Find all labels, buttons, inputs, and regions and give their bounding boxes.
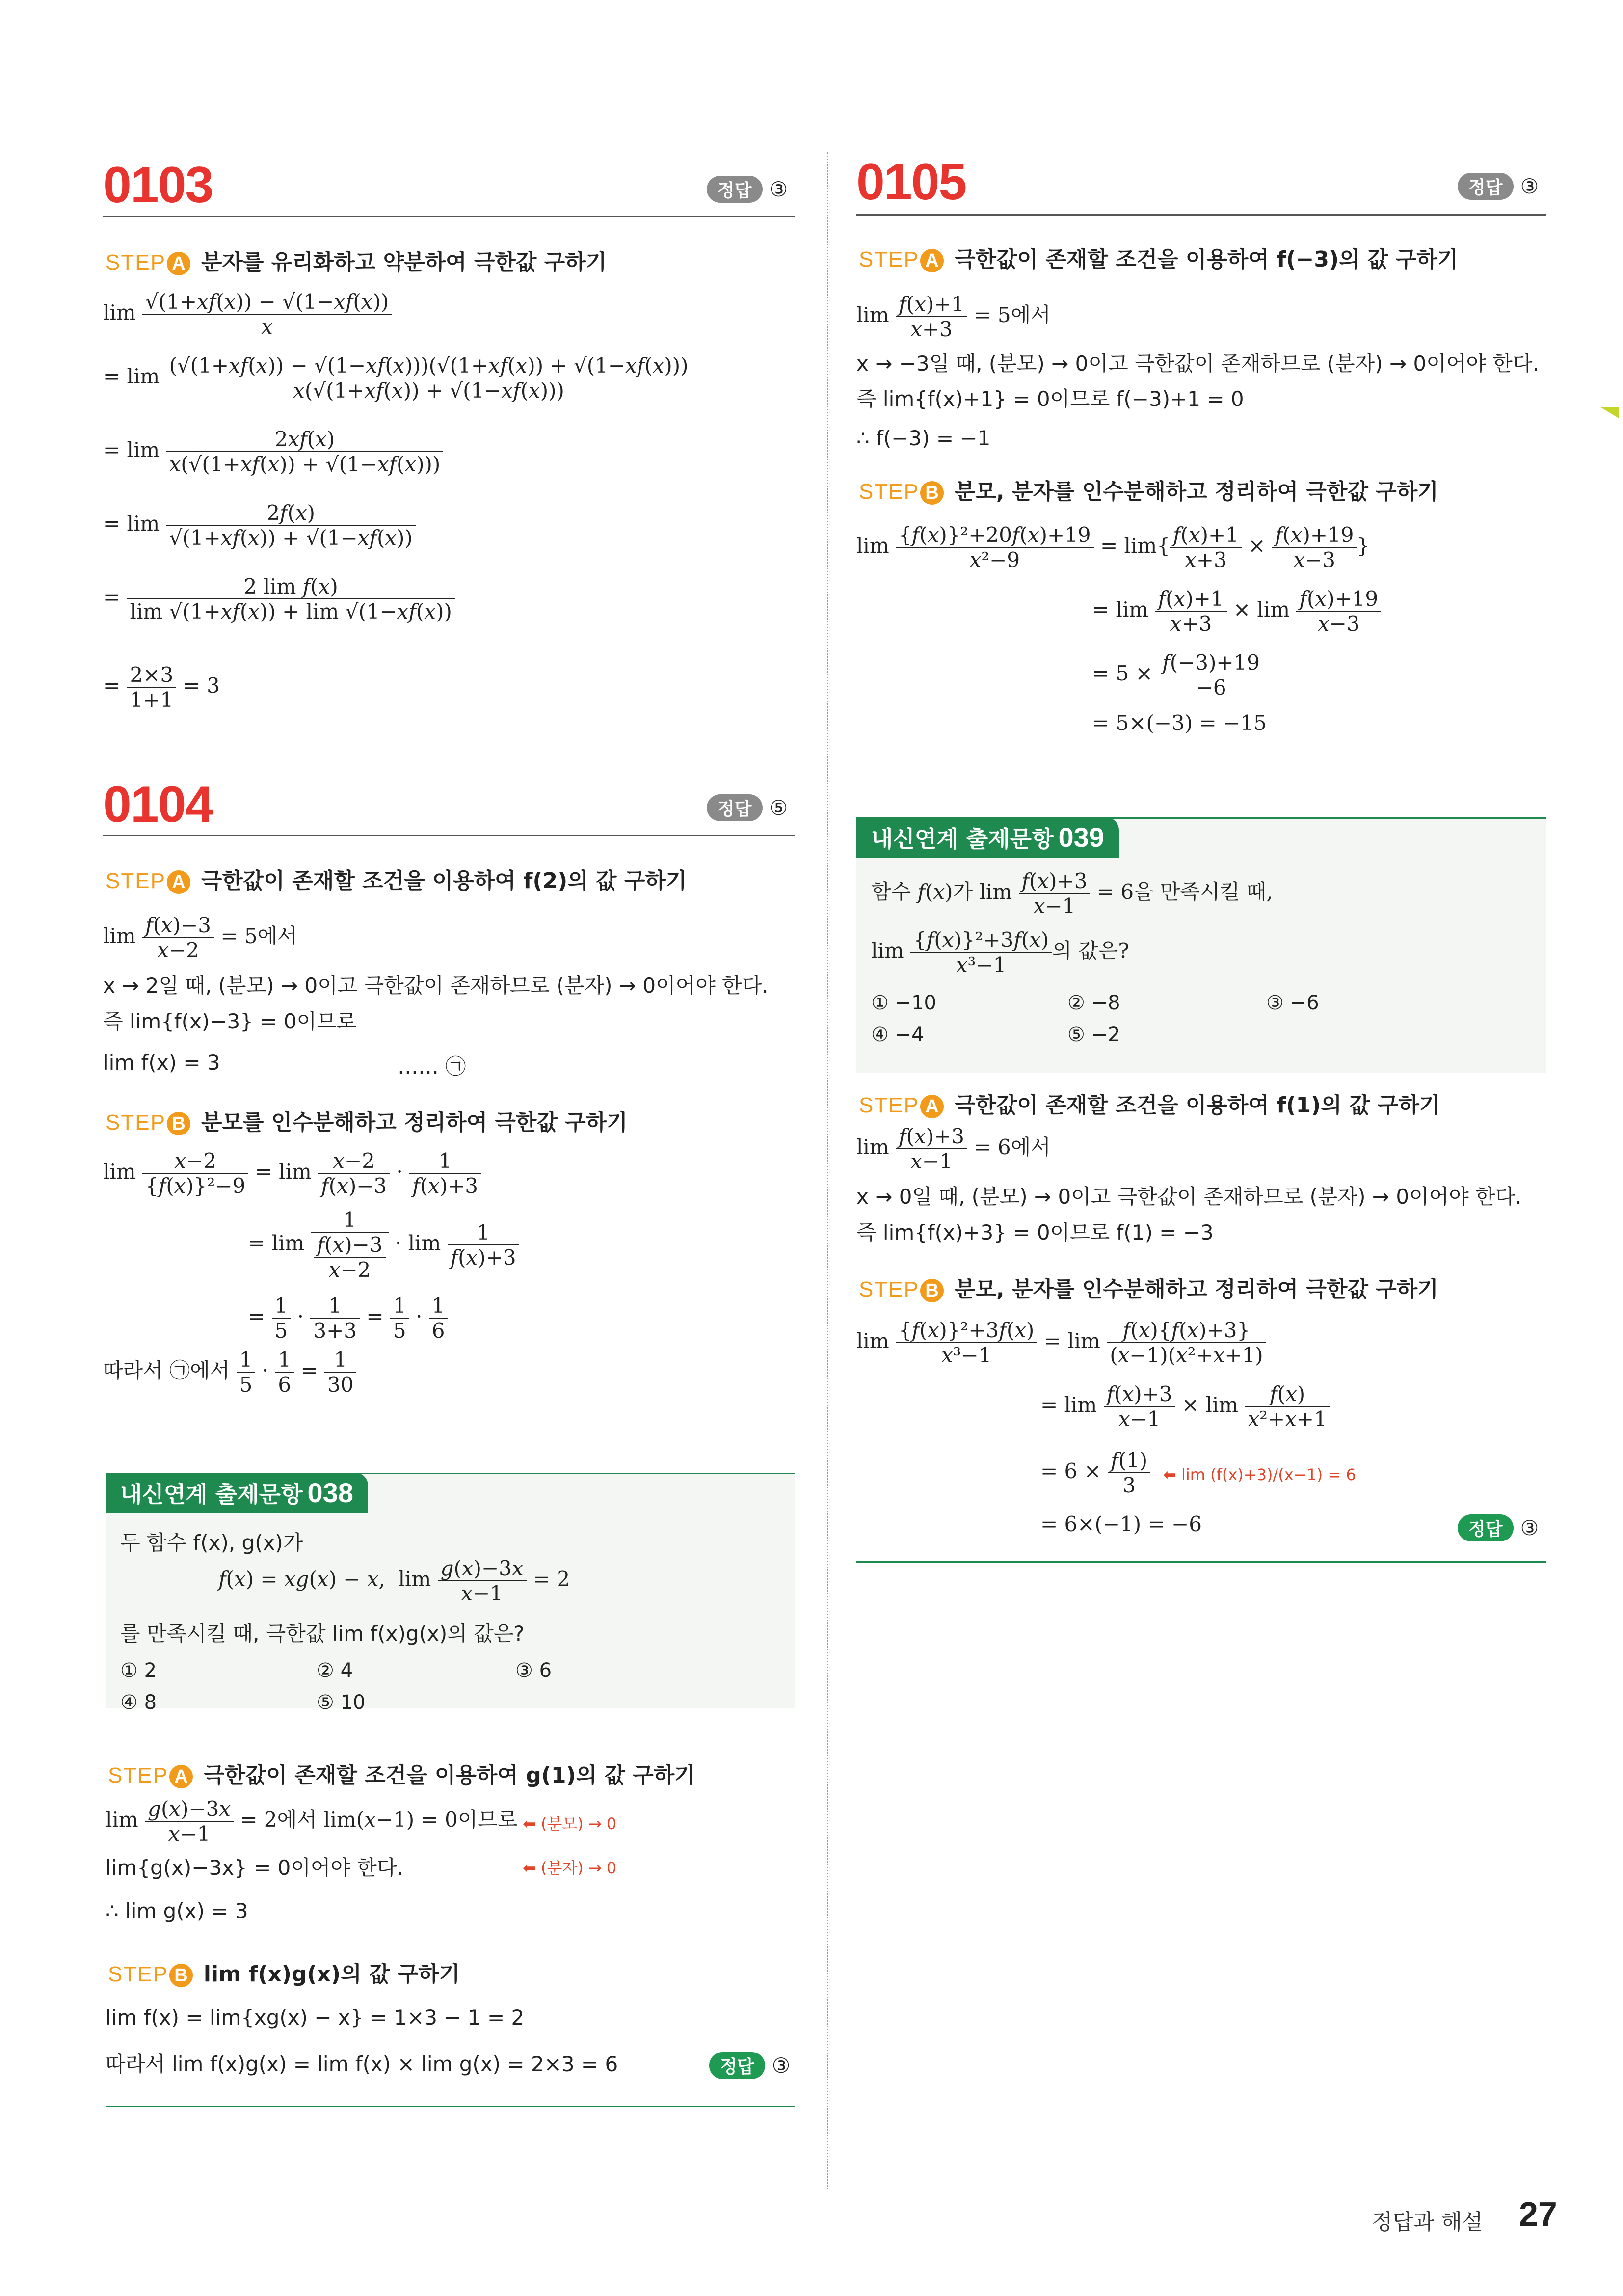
choice-039-5[interactable]: ⑤ −2 [1067, 1024, 1120, 1046]
math-line-039-b1: lim $\frac{\text{\{f(x)\}²+3f(x)}}{\text{x³−1}}$ = lim $\frac{f(x)\{f(x)+3\}}{\text{(x−1)(x²+x+1)}}$ [856, 1318, 1266, 1367]
answer-value: ③ [1520, 1516, 1539, 1540]
column-divider [827, 152, 828, 2189]
answer-0103 [707, 176, 788, 203]
answer-badge: 정답 [1458, 1514, 1514, 1541]
box-038-q3: 를 만족시킬 때, 극한값 lim f(x)g(x)의 값은? [120, 1621, 525, 1646]
math-line-0103-4: = lim $\frac{2f(x)}{√(1+xf(x)) + √(1-xf(x))}$ [103, 501, 416, 550]
choice-038-1[interactable]: ① 2 [120, 1659, 157, 1682]
note-038-a1: ⬅ (분모) → 0 [523, 1814, 617, 1833]
math-line-039-b2: = lim $\frac{f(x)+3}{x-1}$ × lim $\frac{f(x)}{\text{x²+x+1}}$ [1040, 1382, 1330, 1431]
page-number: 27 [1519, 2195, 1557, 2233]
text-0105-a3: 즉 lim{f(x)+1} = 0이므로 f(−3)+1 = 0 [856, 387, 1244, 411]
note-039-b: ⬅ lim (f(x)+3)/(x−1) = 6 [1163, 1465, 1356, 1484]
choice-039-4[interactable]: ④ −4 [871, 1024, 924, 1046]
choice-039-1[interactable]: ① −10 [871, 992, 936, 1014]
answer-badge: 정답 [709, 2052, 765, 2079]
answer-value: ③ [769, 177, 788, 201]
answer-038 [709, 2052, 790, 2079]
answer-value: ③ [772, 2053, 791, 2078]
math-line-0105-b2: = lim $\frac{f(x)+1}{x+3}$ × lim $\frac{f(x)+19}{x-3}$ [1092, 587, 1381, 636]
step-b-038: STEP B lim f(x)g(x)의 값 구하기 [108, 1962, 460, 1987]
choice-038-4[interactable]: ④ 8 [120, 1691, 157, 1714]
footer-label: 정답과 해설 [1372, 2210, 1483, 2235]
box-039-bottom-rule [856, 1561, 1546, 1563]
answer-badge: 정답 [707, 176, 763, 203]
box-039-q2: lim $\frac{\text{\{f(x)\}²+3f(x)}}{\text{x³−1}}$ 의 값은? [871, 928, 1129, 977]
step-b-039: STEP B 분모, 분자를 인수분해하고 정리하여 극한값 구하기 [859, 1277, 1438, 1302]
math-line-039-a1: lim $\frac{f(x)+3}{x-1}$ = 6에서 [856, 1124, 1051, 1173]
text-038-a3: ∴ lim g(x) = 3 [106, 1899, 248, 1923]
box-038-bottom-rule [106, 2106, 795, 2107]
header-rule [103, 216, 795, 217]
step-a-038: STEP A 극한값이 존재할 조건을 이용하여 g(1)의 값 구하기 [108, 1763, 695, 1788]
problem-number-0104: 0104 [103, 776, 213, 833]
text-0105-a2: x → −3일 때, (분모) → 0이고 극한값이 존재하므로 (분자) → 0이어야 한다. [856, 351, 1539, 376]
text-038-b2: 따라서 lim f(x)g(x) = lim f(x) × lim g(x) = 2×3 = 6 [106, 2052, 618, 2076]
note-038-a2: ⬅ (분자) → 0 [523, 1859, 617, 1877]
text-038-a2: lim{g(x)−3x} = 0이어야 한다. [106, 1856, 403, 1880]
math-line-0103-1: lim $\frac{√(1+xf(x)) - √(1-xf(x))}{x}$ [103, 290, 392, 339]
choice-038-5[interactable]: ⑤ 10 [317, 1691, 366, 1714]
box-038-q2: f(x) = xg(x) − x, lim $\frac{g(x)-3x}{x-1}$ = 2 [218, 1556, 570, 1605]
answer-value: ⑤ [769, 796, 788, 820]
header-rule [103, 835, 795, 836]
step-a-0105: STEP A 극한값이 존재할 조건을 이용하여 f(−3)의 값 구하기 [859, 247, 1459, 272]
math-line-0103-6: = $\frac{2\times 3}{1+1}$ = 3 [103, 663, 220, 712]
box-039-header: 내신연계 출제문항 039 [856, 817, 1119, 858]
math-line-0103-3: = lim $\frac{2xf(x)}{x(√(1+xf(x)) + √(1-xf(x)))}$ [103, 427, 443, 476]
math-line-0105-b4: = 5×(−3) = −15 [1092, 711, 1267, 735]
text-0104-a2: x → 2일 때, (분모) → 0이고 극한값이 존재하므로 (분자) → 0이어야 한다. [103, 973, 769, 998]
step-a-0103: STEP A 분자를 유리화하고 약분하여 극한값 구하기 [106, 250, 607, 275]
box-038-q1: 두 함수 f(x), g(x)가 [120, 1531, 303, 1555]
text-0104-a3: 즉 lim{f(x)−3} = 0이므로 [103, 1009, 357, 1033]
step-b-0104: STEP B 분모를 인수분해하고 정리하여 극한값 구하기 [106, 1110, 628, 1135]
text-039-a2: x → 0일 때, (분모) → 0이고 극한값이 존재하므로 (분자) → 0이어야 한다. [856, 1185, 1522, 1209]
answer-value: ③ [1520, 174, 1539, 198]
marker-0104: …… ㉠ [398, 1054, 466, 1079]
math-line-0104-a1: lim $\frac{f(x)-3}{x-2}$ = 5에서 [103, 913, 297, 962]
math-line-0105-a1: lim $\frac{f(x)+1}{x+3}$ = 5에서 [856, 292, 1051, 341]
choice-038-2[interactable]: ② 4 [317, 1659, 353, 1682]
math-line-039-b3: = 6 × $\frac{f(1)}{3}$ [1040, 1448, 1150, 1497]
math-line-0105-b3: = 5 × $\frac{f(-3)+19}{-6}$ [1092, 650, 1263, 700]
math-line-0104-b3: = $\frac{1}{5}$ · $\frac{1}{3+3}$ = $\frac{1}{5}$ · $\frac{1}{6}$ [248, 1294, 448, 1343]
box-039-q1: 함수 f(x)가 lim $\frac{f(x)+3}{x-1}$ = 6을 만족시킬 때, [871, 869, 1273, 918]
math-line-0103-2: = lim $\frac{(√(1+xf(x)) - √(1-xf(x)))(√(1+xf(x)) + √(1-xf(x)))}{x(√(1+xf(x)) + √(1-xf(x)))}$ [103, 353, 692, 403]
choice-039-3[interactable]: ③ −6 [1266, 992, 1319, 1014]
choice-038-3[interactable]: ③ 6 [515, 1659, 552, 1682]
step-b-0105: STEP B 분모, 분자를 인수분해하고 정리하여 극한값 구하기 [859, 479, 1438, 504]
math-line-039-b4: = 6×(−1) = −6 [1040, 1512, 1202, 1536]
choice-039-2[interactable]: ② −8 [1067, 992, 1120, 1014]
answer-badge: 정답 [1458, 173, 1514, 200]
text-0104-a4: lim f(x) = 3 [103, 1051, 220, 1075]
math-line-0104-b1: lim $\frac{x-2}{\text{\{f(x)\}²−9}}$ = lim $\frac{x-2}{f(x)-3}$ · $\frac{1}{f(x)+3}$ [103, 1149, 481, 1198]
header-rule [856, 214, 1546, 216]
step-a-0104: STEP A 극한값이 존재할 조건을 이용하여 f(2)의 값 구하기 [106, 868, 687, 893]
answer-0104 [707, 794, 788, 821]
problem-number-0105: 0105 [856, 154, 966, 211]
answer-039 [1458, 1514, 1539, 1541]
problem-number-0103: 0103 [103, 157, 213, 214]
math-line-0105-b1: lim $\frac{\text{\{f(x)\}²+20f(x)+19}}{\text{x²−9}}$ = lim{ $\frac{f(x)+1}{x+3}$ × $\frac{f(x)+19}{x-3}$ } [856, 523, 1370, 572]
math-line-038-a1: lim $\frac{g(x)-3x}{x-1}$ = 2에서 lim(x−1) = 0이므로 [106, 1797, 518, 1846]
answer-0105 [1458, 173, 1539, 200]
math-line-0104-b2: = lim $\frac{1}{\frac{f(x)-3}{x-2}}$ · lim $\frac{1}{f(x)+3}$ [248, 1208, 519, 1282]
math-line-0103-5: = $\frac{\text{2 lim f(x)}}{\lim √(1+xf(x)) + \lim √(1-xf(x))}$ [103, 574, 455, 623]
step-a-039: STEP A 극한값이 존재할 조건을 이용하여 f(1)의 값 구하기 [859, 1093, 1440, 1118]
text-038-b1: lim f(x) = lim{xg(x) − x} = 1×3 − 1 = 2 [106, 2005, 525, 2029]
text-039-a3: 즉 lim{f(x)+3} = 0이므로 f(1) = −3 [856, 1220, 1214, 1244]
conclusion-0104: 따라서 ㉠에서 $\frac{1}{5}$ · $\frac{1}{6}$ = $\frac{1}{30}$ [103, 1348, 356, 1397]
text-0105-a4: ∴ f(−3) = −1 [856, 426, 991, 450]
box-038-header: 내신연계 출제문항 038 [106, 1473, 368, 1513]
page-edge-marker [1601, 407, 1619, 418]
answer-badge: 정답 [707, 794, 763, 821]
